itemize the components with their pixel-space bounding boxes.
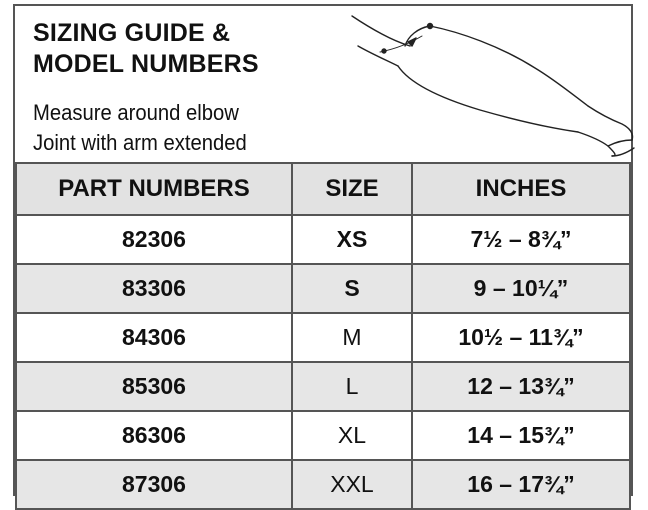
column-header-inches: INCHES <box>412 163 630 215</box>
inches-cell: 7½ – 8¾” <box>412 215 630 264</box>
size-cell: XXL <box>292 460 412 509</box>
inches-cell: 14 – 15¾” <box>412 411 630 460</box>
inches-cell: 10½ – 11¾” <box>412 313 630 362</box>
column-header-part-numbers: PART NUMBERS <box>16 163 292 215</box>
part-number-cell: 86306 <box>16 411 292 460</box>
part-number-cell: 85306 <box>16 362 292 411</box>
part-number-cell: 84306 <box>16 313 292 362</box>
size-cell: L <box>292 362 412 411</box>
size-cell: XS <box>292 215 412 264</box>
sizing-guide-panel <box>13 4 633 496</box>
table-row <box>16 264 630 313</box>
table-row <box>16 362 630 411</box>
page-title <box>33 18 259 80</box>
table-row <box>16 313 630 362</box>
size-cell: M <box>292 313 412 362</box>
inches-cell: 16 – 17¾” <box>412 460 630 509</box>
measurement-instructions <box>33 98 247 158</box>
column-header-size: SIZE <box>292 163 412 215</box>
title-line-1: SIZING GUIDE & <box>33 19 231 47</box>
size-cell: XL <box>292 411 412 460</box>
inches-cell: 12 – 13¾” <box>412 362 630 411</box>
arm-measurement-illustration <box>350 6 640 164</box>
sizing-table <box>15 162 631 510</box>
inches-cell: 9 – 10¼” <box>412 264 630 313</box>
table-header-row <box>16 163 630 215</box>
part-number-cell: 87306 <box>16 460 292 509</box>
instruction-line-2: Joint with arm extended <box>33 130 247 155</box>
table-row <box>16 215 630 264</box>
size-cell: S <box>292 264 412 313</box>
instruction-line-1: Measure around elbow <box>33 100 239 125</box>
table-row <box>16 411 630 460</box>
part-number-cell: 83306 <box>16 264 292 313</box>
part-number-cell: 82306 <box>16 215 292 264</box>
table-row <box>16 460 630 509</box>
title-line-2: MODEL NUMBERS <box>33 50 259 78</box>
